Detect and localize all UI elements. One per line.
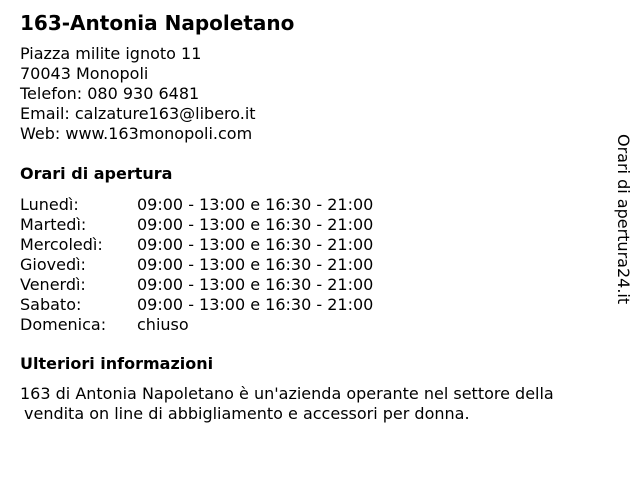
opening-hours-heading: Orari di apertura <box>20 164 173 183</box>
day-label: Lunedì: <box>20 195 79 214</box>
phone-number: Telefon: 080 930 6481 <box>20 84 200 103</box>
day-label: Giovedì: <box>20 255 86 274</box>
hours-row-sunday <box>20 315 440 335</box>
site-watermark: Orari di apertura24.it <box>614 134 633 305</box>
description-line: vendita on line di abbigliamento e accessori per donna. <box>24 404 470 423</box>
description-line: 163 di Antonia Napoletano è un'azienda operante nel settore della <box>20 384 554 403</box>
hours-row-saturday <box>20 295 440 315</box>
hours-value: 09:00 - 13:00 e 16:30 - 21:00 <box>137 295 374 314</box>
hours-value: 09:00 - 13:00 e 16:30 - 21:00 <box>137 275 374 294</box>
day-label: Mercoledì: <box>20 235 103 254</box>
hours-row-friday <box>20 275 440 295</box>
address-city: 70043 Monopoli <box>20 64 149 83</box>
hours-row-tuesday <box>20 215 440 235</box>
day-label: Martedì: <box>20 215 87 234</box>
hours-value: 09:00 - 13:00 e 16:30 - 21:00 <box>137 195 374 214</box>
hours-row-thursday <box>20 255 440 275</box>
further-info-heading: Ulteriori informazioni <box>20 354 214 373</box>
day-label: Venerdì: <box>20 275 86 294</box>
hours-value: 09:00 - 13:00 e 16:30 - 21:00 <box>137 215 374 234</box>
hours-value: 09:00 - 13:00 e 16:30 - 21:00 <box>137 235 374 254</box>
website-address: Web: www.163monopoli.com <box>20 124 253 143</box>
hours-value: chiuso <box>137 315 189 334</box>
day-label: Domenica: <box>20 315 107 334</box>
hours-row-wednesday <box>20 235 440 255</box>
business-description <box>20 384 610 424</box>
hours-row-monday <box>20 195 440 215</box>
business-name: 163-Antonia Napoletano <box>20 11 295 35</box>
contact-block <box>20 44 256 144</box>
hours-value: 09:00 - 13:00 e 16:30 - 21:00 <box>137 255 374 274</box>
day-label: Sabato: <box>20 295 82 314</box>
address-street: Piazza milite ignoto 11 <box>20 44 202 63</box>
opening-hours-table <box>20 195 440 335</box>
email-address: Email: calzature163@libero.it <box>20 104 256 123</box>
